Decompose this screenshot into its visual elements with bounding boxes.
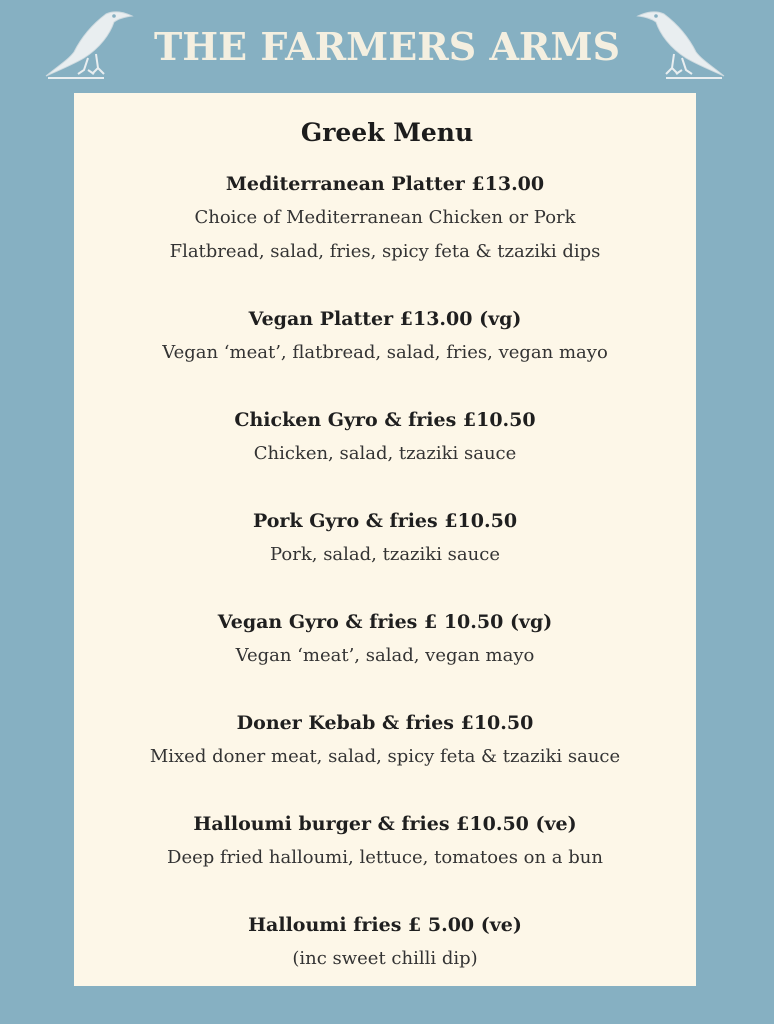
item-description: Choice of Mediterranean Chicken or Pork [194,207,576,228]
restaurant-name: THE FARMERS ARMS [153,24,621,69]
item-name: Pork Gyro & fries £10.50 [252,510,518,532]
item-name: Halloumi fries £ 5.00 (ve) [248,914,522,936]
menu-item [74,504,696,572]
menu-item [74,302,696,370]
item-name: Vegan Platter £13.00 (vg) [248,308,522,330]
item-name: Doner Kebab & fries £10.50 [236,712,534,734]
item-description: Mixed doner meat, salad, spicy feta & tzaziki sauce [149,746,621,767]
item-description: Pork, salad, tzaziki sauce [270,544,500,565]
crow-illustration-icon [634,4,726,84]
menu-title: Greek Menu [300,118,474,147]
item-description: Chicken, salad, tzaziki sauce [253,443,517,464]
item-name: Halloumi burger & fries £10.50 (ve) [193,813,577,835]
item-name: Mediterranean Platter £13.00 [225,173,545,195]
menu-item [74,706,696,774]
item-name: Vegan Gyro & fries £ 10.50 (vg) [217,611,553,633]
item-description: Vegan ‘meat’, flatbread, salad, fries, vegan mayo [162,342,608,363]
menu-item [74,167,696,269]
header [0,0,774,92]
item-description: Flatbread, salad, fries, spicy feta & tzaziki dips [169,241,601,262]
item-description: Vegan ‘meat’, salad, vegan mayo [235,645,535,666]
menu-item [74,605,696,673]
menu-item [74,403,696,471]
item-description: (inc sweet chilli dip) [292,948,478,969]
menu-item [74,807,696,875]
item-description: Deep fried halloumi, lettuce, tomatoes on a bun [167,847,603,868]
item-name: Chicken Gyro & fries £10.50 [234,409,536,431]
menu-item [74,908,696,976]
